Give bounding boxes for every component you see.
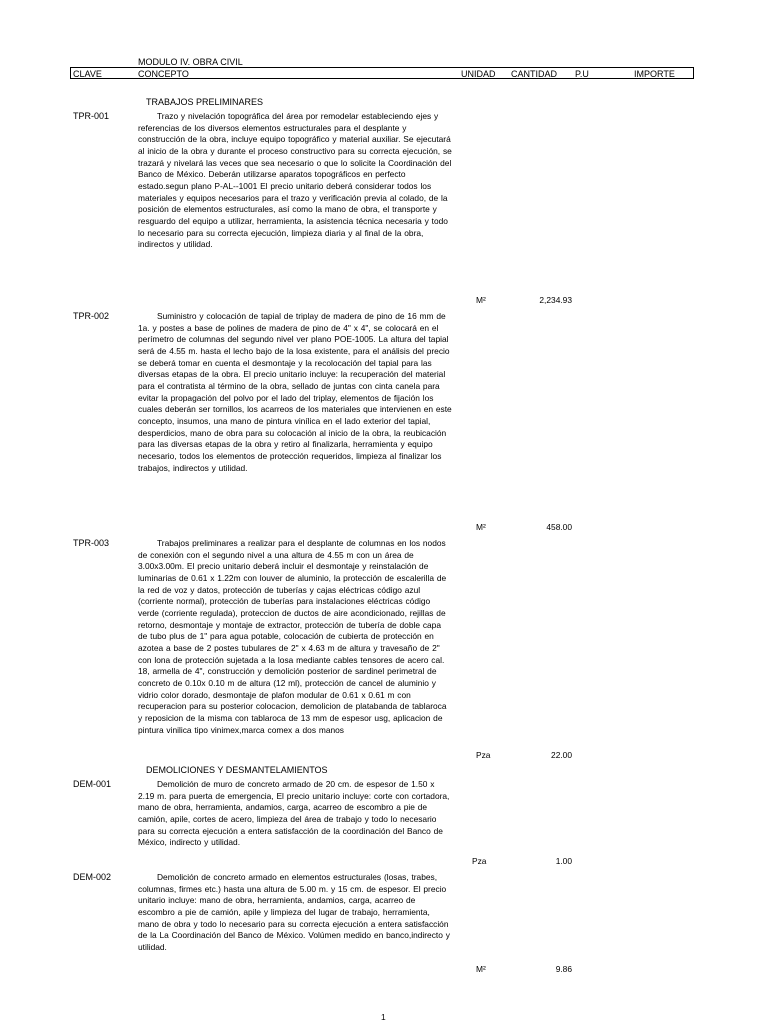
item-cantidad: 2,234.93 [539, 295, 572, 305]
item-clave: TPR-001 [73, 111, 110, 121]
header-unidad: UNIDAD [461, 69, 496, 79]
item-description: Trazo y nivelación topográfica del área por remodelar estableciendo ejes y referencias de los diversos elementos estructurales para el desplante y construcción de la obra, incluye equipo topográfico y material auxiliar. Se ejecutará al inicio de la obra y durante el proceso constructivo para su correcta ejecución, se trazará y nivelará las veces que sea necesario o que lo solicite la Coordinación del Banco de México. Deberán utilizarse aparatos topográficos en perfecto estado.segun plano P-AL--1001 El precio unitario deberá considerar todos los materiales y equipos necesarios para el trazo y verificación previa al colado, de la posición de elementos estructurales, así como la mano de obra, el transporte y resguardo del equipo a utilizar, herramienta, la asistencia técnica necesaria y todo lo necesario para su correcta ejecución, limpieza diaria y al final de la obra, indirectos y utilidad. [138, 111, 452, 250]
header-concepto: CONCEPTO [138, 69, 189, 79]
item-description: Trabajos preliminares a realizar para el desplante de columnas en los nodos de conexión con el segundo nivel a una altura de 4.55 m con un área de 3.00x3.00m. El precio unitario deberá incluir el desmontaje y reinstalación de luminarias de 0.61 x 1.22m con louver de aluminio, la protección de escalerilla de la red de voz y datos, protección de tuberías y cajas eléctricas código azul (corriente normal), protección de tuberías para instalaciones eléctricas código verde (corriente regulada), proteccion de ductos de aire acondicionado, rejillas de retorno, desmontaje y montaje de extractor, protección de tubería de doble capa de tubo plus de 1" para agua potable, colocación de cubierta de protección en azotea a base de 2 postes tubulares de 2" x 4.63 m de altura y travesaño de 2" con lona de protección sujetada a la losa mediante cables tensores de acero cal. 18, armella de 4", construcción y demolición posterior de sardinel perimetral de concreto de 0.10x 0.10 m de altura (12 ml), protección de cancel de aluminio y vidrio color dorado, desmontaje de plafon modular de 0.61 x 0.61 m con recuperacion para su posterior colocacion, demolicion de platabanda de tablaroca y reposicion de la misma con tablaroca de 13 mm de espesor usg, aplicacion de pintura vinilica tipo vinimex,marca comex a dos manos [138, 538, 447, 735]
item-unidad: Pza [476, 750, 491, 760]
item-description: Demolición de muro de concreto armado de 20 cm. de espesor de 1.50 x 2.19 m. para puerta de emergencia, El precio unitario incluye: corte con cortadora, mano de obra, herramienta, andamios, carga, acarreo de escombro a pie de camión, apile, cortes de acero, limpieza del área de trabajo y todo lo necesario para su correcta ejecución a entera satisfacción de la coordinación del Banco de México, indirecto y utilidad. [138, 779, 450, 848]
item-unidad: M² [476, 964, 486, 974]
section-title-demoliciones: DEMOLICIONES Y DESMANTELAMIENTOS [146, 765, 328, 775]
page-number: 1 [381, 1012, 386, 1022]
item-unidad: M² [476, 295, 486, 305]
item-cantidad: 9.86 [555, 964, 572, 974]
header-cantidad: CANTIDAD [511, 69, 558, 79]
module-title: MODULO IV. OBRA CIVIL [138, 57, 243, 67]
item-cantidad: 458.00 [546, 522, 572, 532]
item-clave: DEM-002 [73, 872, 112, 882]
item-cantidad: 22.00 [551, 750, 572, 760]
item-unidad: M² [476, 522, 486, 532]
item-clave: DEM-001 [73, 779, 112, 789]
header-pu: P.U [575, 69, 589, 79]
item-clave: TPR-002 [73, 311, 110, 321]
section-title-trabajos-preliminares: TRABAJOS PRELIMINARES [146, 97, 264, 107]
item-description: Demolición de concreto armado en elementos estructurales (losas, trabes, columnas, firmes etc.) hasta una altura de 5.00 m. y 15 cm. de espesor. El precio unitario incluye: mano de obra, herramienta, andamios, carga, acarreo de escombro a pie de camión, apile y limpieza del lugar de trabajo, herramienta, mano de obra y todo lo necesario para su correcta ejecución a entera satisfacción de la La Coordinación del Banco de México. Volúmen medido en banco,indirecto y utilidad. [138, 872, 450, 952]
header-clave: CLAVE [73, 69, 102, 79]
item-cantidad: 1.00 [555, 856, 572, 866]
item-description: Suministro y colocación de tapial de triplay de madera de pino de 16 mm de 1a. y postes a base de polines de madera de pino de 4" x 4", se colocará en el perímetro de columnas del segundo nivel ver plano POE-1005. La altura del tapial será de 4.55 m. hasta el lecho bajo de la losa existente, para el análisis del precio se deberá tomar en cuenta el desmontaje y la recolocación del tapial para las diversas etapas de la obra. El precio unitario incluye: la recuperación del material para el contratista al término de la obra, sellado de juntas con cinta canela para evitar la propagación del polvo por el lado del triplay, elementos de fijación los cuales deberán ser tornillos, los acarreos de los materiales que intervienen en este concepto, insumos, una mano de pintura vinílica en el lado exterior del tapial, desperdicios, mano de obra para su colocación al inicio de la obra, la reubicación para las diversas etapas de la obra y retiro al finalizarla, herramienta y equipo necesario, todos los elementos de protección requeridos, limpieza al finalizar los trabajos, indirectos y utilidad. [138, 311, 452, 473]
item-clave: TPR-003 [73, 538, 110, 548]
item-unidad: Pza [472, 856, 487, 866]
header-importe: IMPORTE [634, 69, 675, 79]
